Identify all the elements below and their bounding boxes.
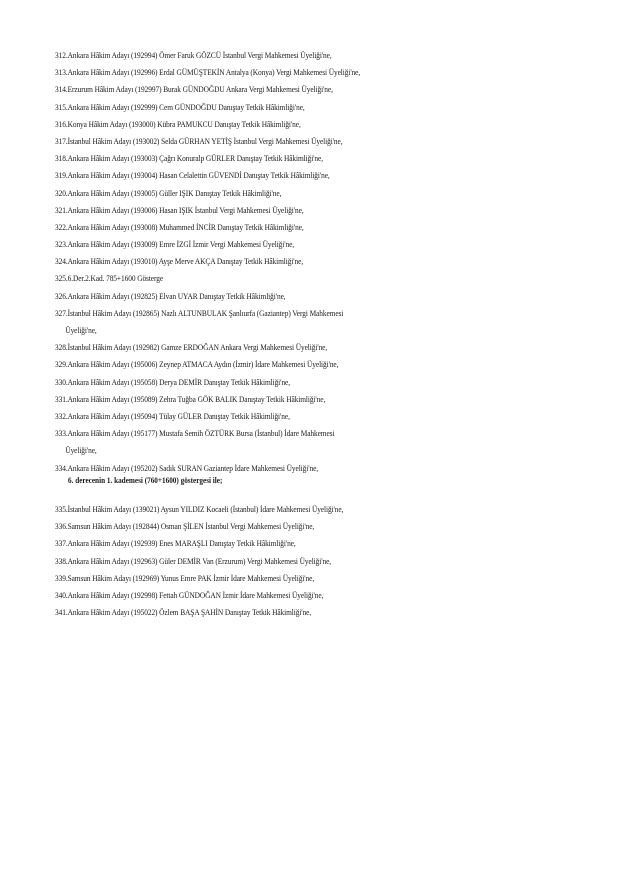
list-item: 336.Samsun Hâkim Adayı (192844) Osman ŞİLEN İstanbul Vergi Mahkemesi Üyeliği'ne,	[55, 521, 315, 532]
appointment-list-second	[55, 501, 420, 621]
list-item: 312.Ankara Hâkim Adayı (192994) Ömer Faruk GÖZCÜ İstanbul Vergi Mahkemesi Üyeliği'ne,	[55, 50, 332, 60]
appointment-list-first	[55, 47, 420, 477]
list-item: 331.Ankara Hâkim Adayı (195089) Zehra Tuğba GÖK BALIK Danıştay Tetkik Hâkimliği'ne,	[55, 393, 326, 404]
list-item: 322.Ankara Hâkim Adayı (193008) Muhammed İNCİR Danıştay Tetkik Hâkimliği'ne,	[55, 221, 304, 232]
list-item: 339.Samsun Hâkim Adayı (192969) Yunus Emre PAK İzmir İdare Mahkemesi Üyeliği'ne,	[55, 572, 315, 583]
list-item: 328.İstanbul Hâkim Adayı (192982) Gamze ERDOĞAN Ankara Vergi Mahkemesi Üyeliği'ne,	[55, 342, 328, 353]
list-item: 320.Ankara Hâkim Adayı (193005) Güller IŞIK Danıştay Tetkik Hâkimliği'ne,	[55, 187, 282, 198]
list-item: 332.Ankara Hâkim Adayı (195094) Tülay GÜLER Danıştay Tetkik Hâkimliği'ne,	[55, 410, 290, 421]
list-item: 316.Konya Hâkim Adayı (193000) Kübra PAMUKCU Danıştay Tetkik Hâkimliği'ne,	[55, 118, 301, 129]
list-item: 334.Ankara Hâkim Adayı (195202) Sadık SURAN Gaziantep İdare Mahkemesi Üyeliği'ne,	[55, 462, 319, 473]
list-item: 324.Ankara Hâkim Adayı (193010) Ayşe Merve AKÇA Danıştay Tetkik Hâkimliği'ne,	[55, 256, 304, 267]
list-item: 325.6.Der.2.Kad. 785+1600 Gösterge	[55, 273, 164, 284]
list-item: 335.İstanbul Hâkim Adayı (139021) Aysun YILDIZ Kocaeli (İstanbul) İdare Mahkemesi Üyeliği'ne,	[55, 504, 344, 514]
list-item: 313.Ankara Hâkim Adayı (192996) Erdal GÜMÜŞTEKİN Antalya (Konya) Vergi Mahkemesi Üyeliği'ne,	[55, 67, 361, 78]
list-item-continuation: Üyeliği'ne,	[65, 325, 97, 335]
list-item: 314.Erzurum Hâkim Adayı (192997) Burak GÜNDOĞDU Ankara Vergi Mahkemesi Üyeliği'ne,	[55, 84, 333, 95]
list-item: 333.Ankara Hâkim Adayı (195177) Mustafa Semih ÖZTÜRK Bursa (İstanbul) İdare Mahkemesi	[55, 428, 335, 439]
list-item: 341.Ankara Hâkim Adayı (195022) Özlem BAŞA ŞAHİN Danıştay Tetkik Hâkimliği'ne,	[55, 607, 312, 618]
list-item: 337.Ankara Hâkim Adayı (192939) Enes MARAŞLI Danıştay Tetkik Hâkimliği'ne,	[55, 538, 296, 549]
list-item: 326.Ankara Hâkim Adayı (192825) Elvan UYAR Danıştay Tetkik Hâkimliği'ne,	[55, 290, 286, 301]
list-item: 329.Ankara Hâkim Adayı (195006) Zeynep ATMACA Aydın (İzmir) İdare Mahkemesi Üyeliği'ne,	[55, 359, 339, 370]
list-item: 318.Ankara Hâkim Adayı (193003) Çağrı Konuralp GÜRLER Danıştay Tetkik Hâkimliği'ne,	[55, 153, 323, 164]
list-item-continuation: Üyeliği'ne,	[65, 445, 97, 456]
section-heading: 6. derecenin 1. kademesi (760+1600) göstergesi ile;	[68, 476, 223, 485]
list-item: 321.Ankara Hâkim Adayı (193006) Hasan IŞIK İstanbul Vergi Mahkemesi Üyeliği'ne,	[55, 204, 304, 215]
list-item: 315.Ankara Hâkim Adayı (192999) Cem GÜNDOĞDU Danıştay Tetkik Hâkimliği'ne,	[55, 101, 305, 112]
list-item: 319.Ankara Hâkim Adayı (193004) Hasan Celalettin GÜVENDİ Danıştay Tetkik Hâkimliği'ne,	[55, 170, 330, 181]
list-item: 317.İstanbul Hâkim Adayı (193002) Selda GÜRHAN YETİŞ İstanbul Vergi Mahkemesi Üyeliği'ne,	[55, 135, 343, 146]
list-item: 323.Ankara Hâkim Adayı (193009) Emre İZGİ İzmir Vergi Mahkemesi Üyeliği'ne,	[55, 239, 295, 250]
list-item: 327.İstanbul Hâkim Adayı (192865) Nazlı ALTUNBULAK Şanlıurfa (Gaziantep) Vergi Mahkemesi	[55, 307, 344, 318]
list-item: 340.Ankara Hâkim Adayı (192998) Fettah GÜNDOĞAN İzmir İdare Mahkemesi Üyeliği'ne,	[55, 589, 324, 600]
list-item: 330.Ankara Hâkim Adayı (195058) Derya DEMİR Danıştay Tetkik Hâkimliği'ne,	[55, 376, 290, 387]
list-item: 338.Ankara Hâkim Adayı (192963) Güler DEMİR Van (Erzurum) Vergi Mahkemesi Üyeliği'ne,	[55, 555, 332, 566]
